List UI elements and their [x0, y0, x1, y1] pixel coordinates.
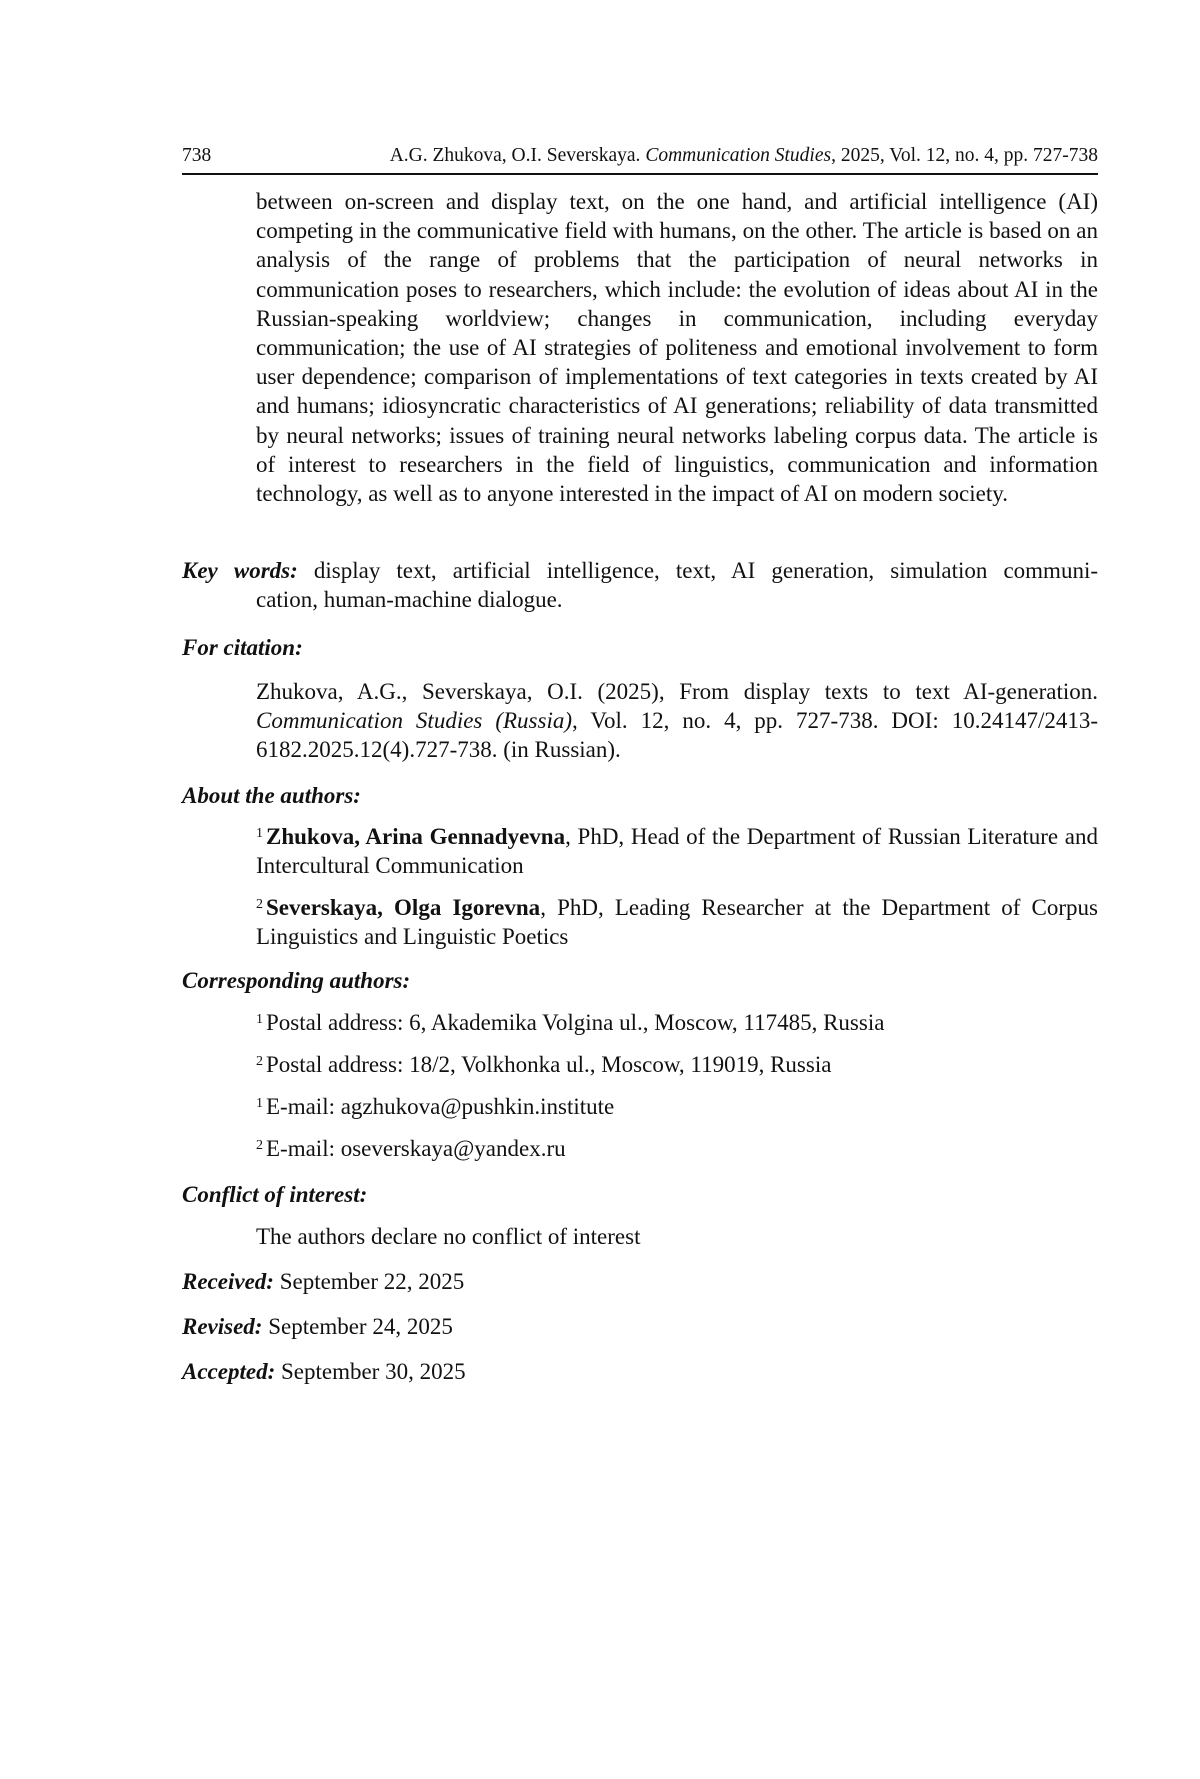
- author-1-details: , PhD, Head of the Department of Russian Literature and Intercultural Communication: [256, 824, 1099, 878]
- conflict-label: Conflict of interest:: [182, 1182, 368, 1207]
- email-2: [256, 1134, 566, 1163]
- postal-address-2: [256, 1050, 831, 1079]
- postal-2-text: Postal address: 18/2, Volkhonka ul., Moscow, 119019, Russia: [266, 1052, 832, 1077]
- accepted-label: Accepted:: [182, 1359, 276, 1384]
- author-entry-2: [256, 893, 1098, 951]
- keywords: [182, 556, 1098, 614]
- running-header: [182, 143, 1098, 175]
- email-1-text: E-mail: agzhukova@pushkin.institute: [266, 1094, 615, 1119]
- citation-part-2: , Vol. 12, no. 4, pp. 727-738. DOI: 10.24147/2413-6182.2025.12(4).727-738. (in Russian).: [256, 708, 1098, 762]
- header-authors: A.G. Zhukova, O.I. Severskaya.: [389, 145, 641, 166]
- author-entry-1: [256, 822, 1098, 880]
- abstract-continuation: between on-screen and display text, on the one hand, and artificial intelligence (AI) competing in the communicative field with humans, on the other. The article is based on an analysis of the range of problems that the participation of neural networks in communication poses to researchers, which include: the evolution of ideas about AI in the Russian-speaking worldview; changes in communication, including everyday communication; the use of AI strategies of politeness and emotional involvement to form user dependence; comparison of implementations of text categories in texts created by AI and humans; idiosyncratic characteristics of AI generations; reliability of data transmitted by neural networks; issues of training neural networks labeling corpus data. The article is of interest to researchers in the field of linguistics, communication and information technology, as well as to anyone interested in the impact of AI on modern society.: [256, 189, 1098, 507]
- citation-text: [256, 677, 1098, 764]
- revised-label: Revised:: [182, 1314, 263, 1339]
- author-2-name: Severskaya, Olga Igorevna: [266, 895, 541, 920]
- keywords-text-1: display text, artificial intelligence, text, AI generation, simulation communi-: [313, 558, 1098, 583]
- email-2-sup: 2: [256, 1138, 263, 1153]
- citation-part-1: Zhukova, A.G., Severskaya, O.I. (2025), From display texts to text AI-generation.: [256, 679, 1098, 704]
- received-label: Received:: [182, 1269, 274, 1294]
- keywords-line-1: [182, 556, 1098, 585]
- received-value: September 22, 2025: [279, 1269, 465, 1294]
- keywords-label: Key words:: [182, 558, 298, 583]
- author-1-name: Zhukova, Arina Gennadyevna: [266, 824, 566, 849]
- accepted-date: [182, 1357, 466, 1386]
- header-citation: [390, 145, 1098, 167]
- author-1-sup: 1: [256, 826, 263, 841]
- keywords-text-2: cation, human-machine dialogue.: [256, 587, 563, 612]
- email-1: [256, 1092, 614, 1121]
- accepted-value: September 30, 2025: [280, 1359, 466, 1384]
- citation-label: For citation:: [182, 635, 303, 660]
- citation-journal: Communication Studies (Russia): [256, 708, 573, 733]
- email-2-text: E-mail: oseverskaya@yandex.ru: [266, 1136, 566, 1161]
- about-authors-label: About the authors:: [182, 783, 361, 808]
- header-journal: Communication Studies: [645, 145, 832, 166]
- received-date: [182, 1267, 464, 1296]
- revised-date: [182, 1312, 453, 1341]
- email-1-sup: 1: [256, 1096, 263, 1111]
- conflict-text: The authors declare no conflict of interest: [256, 1224, 641, 1249]
- author-2-sup: 2: [256, 897, 263, 912]
- postal-1-sup: 1: [256, 1012, 263, 1027]
- header-issue: , 2025, Vol. 12, no. 4, pp. 727-738: [831, 145, 1098, 166]
- revised-value: September 24, 2025: [268, 1314, 453, 1339]
- page-number: 738: [182, 145, 212, 166]
- author-2-details: , PhD, Leading Researcher at the Department of Corpus Linguistics and Linguistic Poetics: [256, 895, 1098, 949]
- corresponding-authors-label: Corresponding authors:: [182, 968, 411, 993]
- postal-1-text: Postal address: 6, Akademika Volgina ul., Moscow, 117485, Russia: [266, 1010, 885, 1035]
- postal-2-sup: 2: [256, 1054, 263, 1069]
- postal-address-1: [256, 1008, 884, 1037]
